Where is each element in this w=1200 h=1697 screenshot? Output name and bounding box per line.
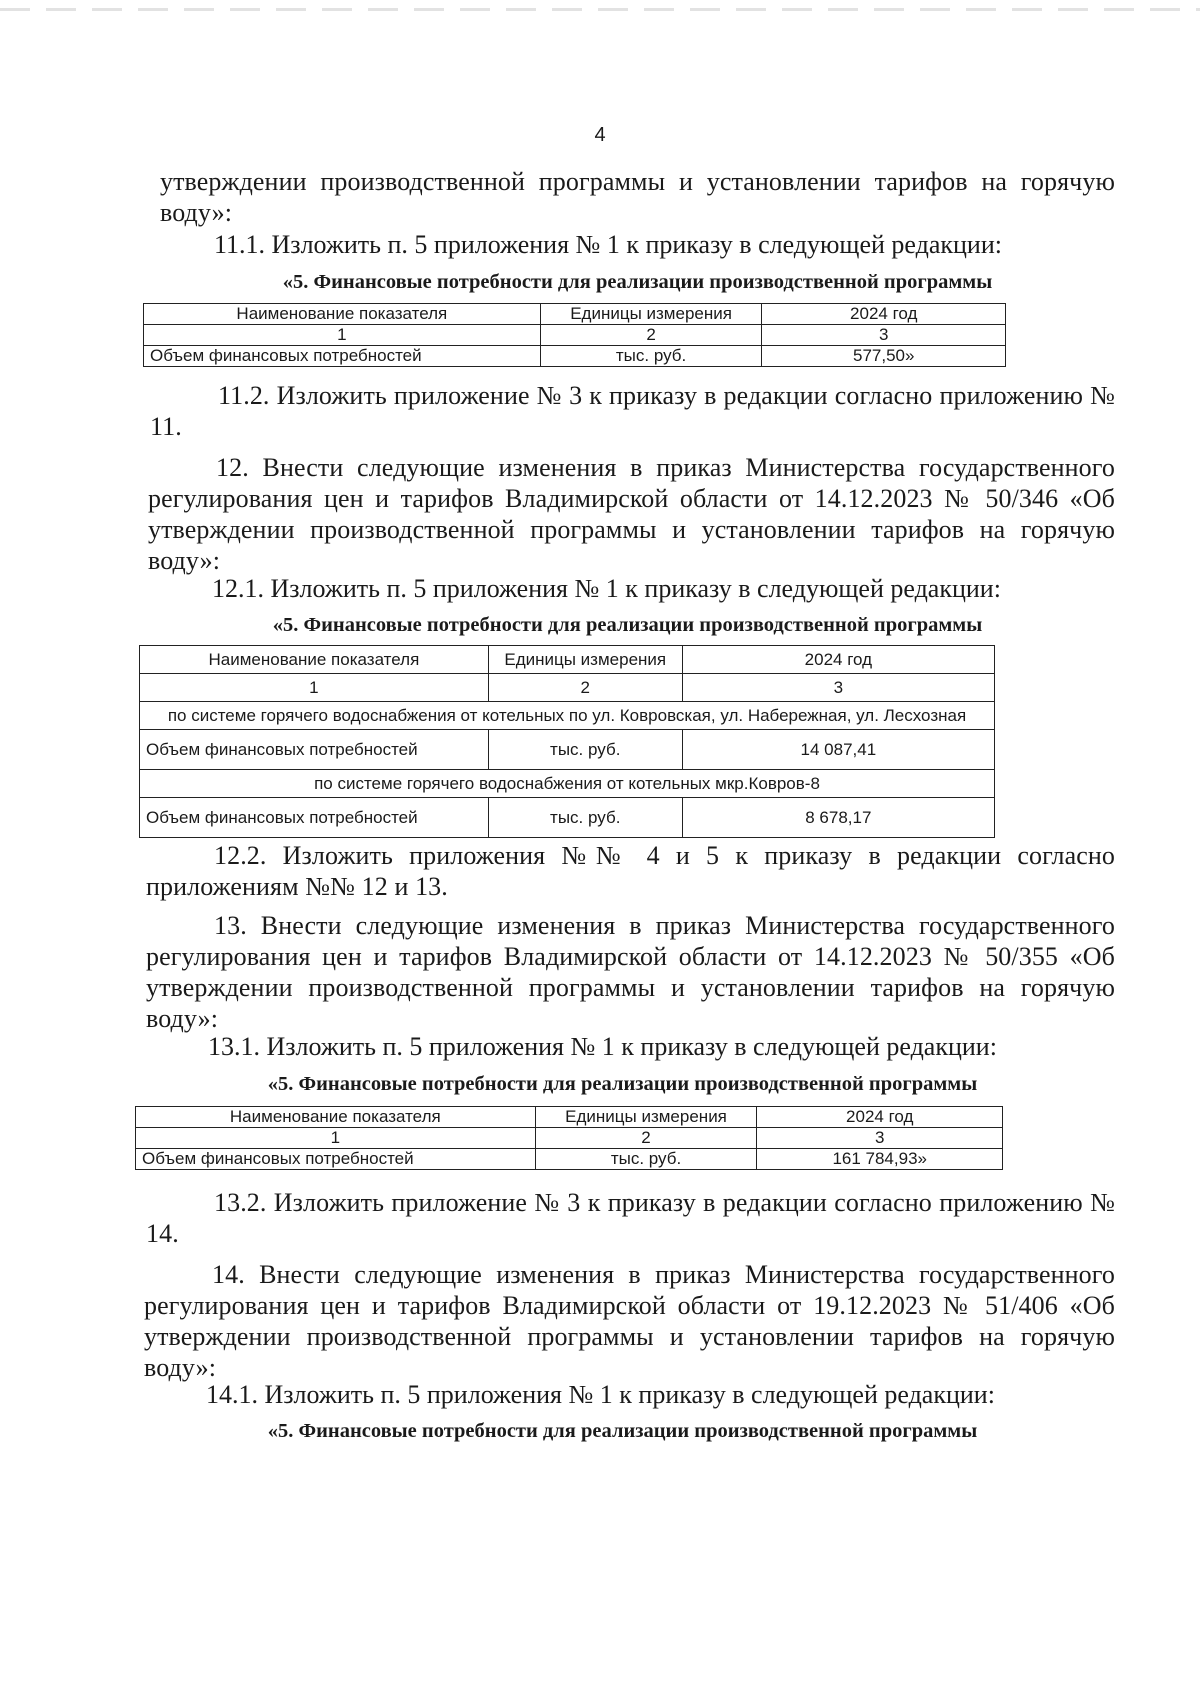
colnum-1: 1 xyxy=(136,1128,536,1149)
page-number: 4 xyxy=(594,124,606,146)
paragraph-13-2: 13.2. Изложить приложение № 3 к приказу в редакции согласно приложению № 14. xyxy=(146,1188,1115,1248)
colnum-3: 3 xyxy=(762,325,1006,346)
cell-value: 577,50» xyxy=(762,346,1006,367)
table-colnum-row xyxy=(144,325,1006,346)
heading-table-2: «5. Финансовые потребности для реализации производственной программы xyxy=(272,614,983,636)
table-header-row xyxy=(140,646,995,674)
table-row xyxy=(140,730,995,770)
section-heating-system-2: по системе горячего водоснабжения от котельных мкр.Ковров-8 xyxy=(140,770,995,798)
paragraph-14: 14. Внести следующие изменения в приказ Министерства государственного регулирования цен и тарифов Владимирской области от 19.12.2023 № 51/406 «Об утверждении производственной программы и установлении тарифов на горячую воду»: xyxy=(144,1260,1115,1382)
header-indicator: Наименование показателя xyxy=(140,646,489,674)
paragraph-11-1: 11.1. Изложить п. 5 приложения № 1 к приказу в следующей редакции: xyxy=(214,230,1002,259)
cell-unit: тыс. руб. xyxy=(488,798,682,838)
header-indicator: Наименование показателя xyxy=(144,304,541,325)
header-year: 2024 год xyxy=(757,1107,1003,1128)
header-unit: Единицы измерения xyxy=(488,646,682,674)
paragraph-13-1: 13.1. Изложить п. 5 приложения № 1 к приказу в следующей редакции: xyxy=(208,1032,997,1061)
paragraph-intro: утверждении производственной программы и установлении тарифов на горячую воду»: xyxy=(160,167,1115,227)
cell-indicator: Объем финансовых потребностей xyxy=(136,1149,536,1170)
heading-table-4: «5. Финансовые потребности для реализации производственной программы xyxy=(267,1420,978,1442)
cell-unit: тыс. руб. xyxy=(535,1149,757,1170)
table-row xyxy=(136,1149,1003,1170)
table-section-row xyxy=(140,702,995,730)
scan-edge-artifact xyxy=(0,8,1200,11)
colnum-1: 1 xyxy=(140,674,489,702)
table-colnum-row xyxy=(136,1128,1003,1149)
cell-value: 8 678,17 xyxy=(682,798,994,838)
cell-value: 161 784,93» xyxy=(757,1149,1003,1170)
table-row xyxy=(140,798,995,838)
cell-indicator: Объем финансовых потребностей xyxy=(140,798,489,838)
financial-table-2 xyxy=(139,645,995,838)
cell-indicator: Объем финансовых потребностей xyxy=(144,346,541,367)
paragraph-12-2: 12.2. Изложить приложения №№ 4 и 5 к приказу в редакции согласно приложениям №№ 12 и 13. xyxy=(146,841,1115,901)
section-heating-system-1: по системе горячего водоснабжения от котельных по ул. Ковровская, ул. Набережная, ул. Лесхозная xyxy=(140,702,995,730)
colnum-1: 1 xyxy=(144,325,541,346)
header-year: 2024 год xyxy=(762,304,1006,325)
header-year: 2024 год xyxy=(682,646,994,674)
cell-value: 14 087,41 xyxy=(682,730,994,770)
table-header-row xyxy=(136,1107,1003,1128)
financial-table-3 xyxy=(135,1106,1003,1170)
header-indicator: Наименование показателя xyxy=(136,1107,536,1128)
cell-unit: тыс. руб. xyxy=(488,730,682,770)
table-row xyxy=(144,346,1006,367)
table-header-row xyxy=(144,304,1006,325)
financial-table-1 xyxy=(143,303,1006,367)
paragraph-12-1: 12.1. Изложить п. 5 приложения № 1 к приказу в следующей редакции: xyxy=(212,574,1001,603)
table-section-row xyxy=(140,770,995,798)
heading-table-1: «5. Финансовые потребности для реализации производственной программы xyxy=(282,271,993,293)
heading-table-3: «5. Финансовые потребности для реализации производственной программы xyxy=(267,1073,978,1095)
cell-unit: тыс. руб. xyxy=(540,346,762,367)
colnum-2: 2 xyxy=(535,1128,757,1149)
cell-indicator: Объем финансовых потребностей xyxy=(140,730,489,770)
colnum-2: 2 xyxy=(488,674,682,702)
colnum-3: 3 xyxy=(757,1128,1003,1149)
paragraph-11-2: 11.2. Изложить приложение № 3 к приказу в редакции согласно приложению № 11. xyxy=(150,381,1115,441)
paragraph-12: 12. Внести следующие изменения в приказ Министерства государственного регулирования цен и тарифов Владимирской области от 14.12.2023 № 50/346 «Об утверждении производственной программы и установлении тарифов на горячую воду»: xyxy=(148,453,1115,575)
header-unit: Единицы измерения xyxy=(540,304,762,325)
header-unit: Единицы измерения xyxy=(535,1107,757,1128)
paragraph-13: 13. Внести следующие изменения в приказ Министерства государственного регулирования цен и тарифов Владимирской области от 14.12.2023 № 50/355 «Об утверждении производственной программы и установлении тарифов на горячую воду»: xyxy=(146,911,1115,1033)
table-colnum-row xyxy=(140,674,995,702)
paragraph-14-1: 14.1. Изложить п. 5 приложения № 1 к приказу в следующей редакции: xyxy=(206,1380,995,1409)
colnum-3: 3 xyxy=(682,674,994,702)
colnum-2: 2 xyxy=(540,325,762,346)
